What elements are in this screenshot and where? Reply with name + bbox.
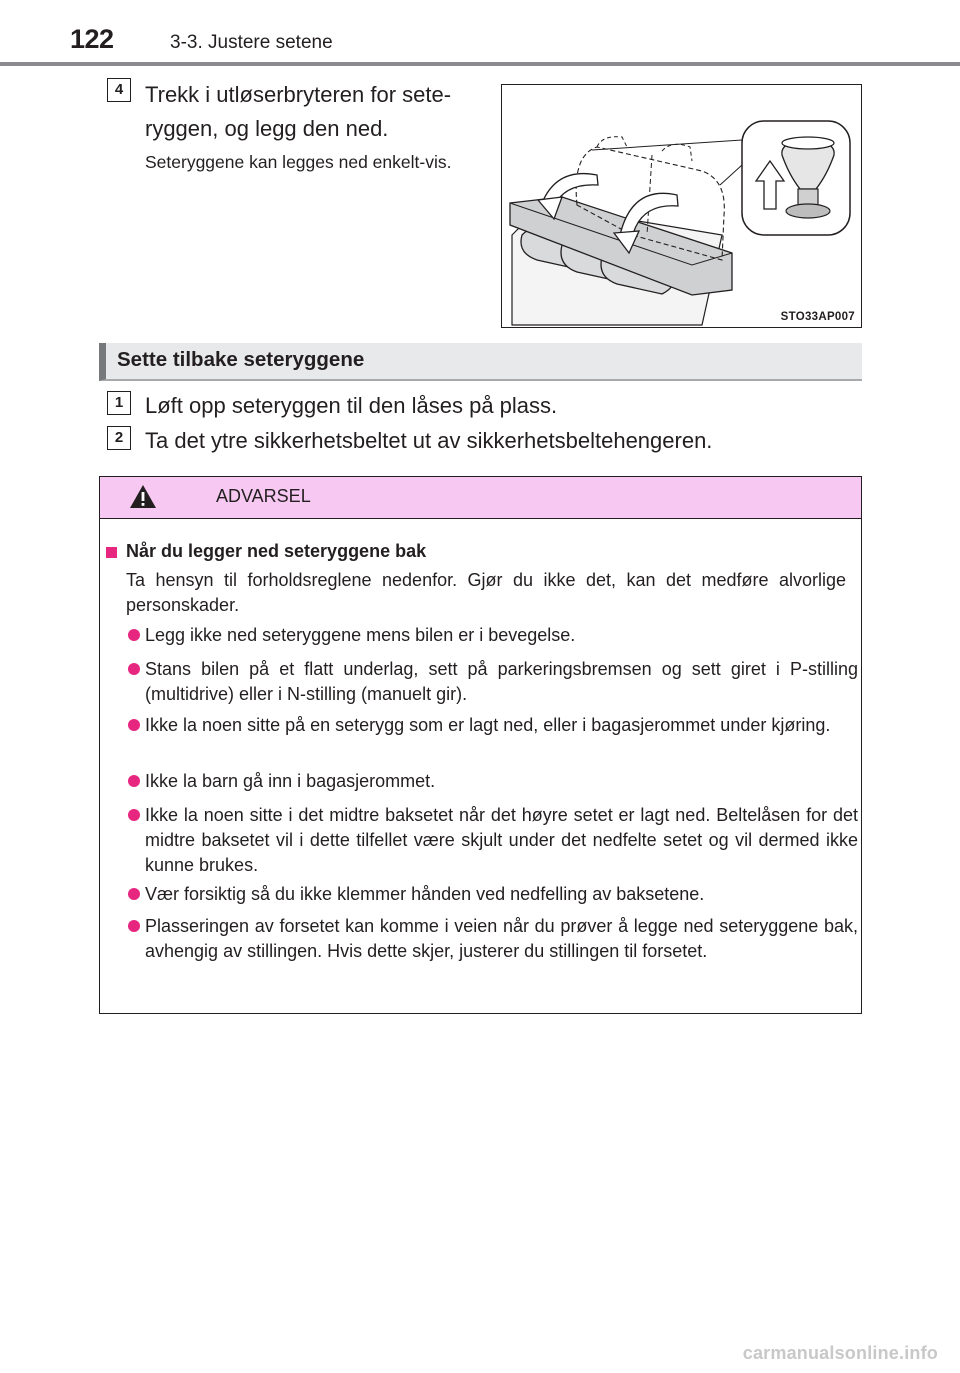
footer-url: carmanualsonline.info (742, 1343, 938, 1363)
warning-bullet-text: Vær forsiktig så du ikke klemmer hånden ved nedfelling av baksetene. (145, 884, 705, 904)
step-4-line1: Trekk i utløserbryteren for sete- (145, 82, 452, 107)
step-4-line2: ryggen, og legg den ned. (145, 116, 389, 141)
warning-bullet-text: Ikke la noen sitte på en seterygg som er lagt ned, eller i bagasjerommet under kjøring. (145, 715, 831, 735)
square-bullet-icon (106, 547, 117, 558)
warning-subheading: Når du legger ned seteryggene bak (126, 541, 427, 561)
bullet-dot-icon (128, 629, 140, 641)
warning-bullet (128, 769, 858, 794)
warning-bullet (128, 914, 858, 964)
step-1-marker: 1 (107, 391, 131, 415)
warning-bullet (128, 803, 858, 878)
bullet-dot-icon (128, 719, 140, 731)
bullet-dot-icon (128, 663, 140, 675)
warning-title: ADVARSEL (216, 486, 311, 506)
rear-seat-fold-drawing (502, 85, 860, 326)
step-4-text (145, 78, 490, 146)
bullet-dot-icon (128, 920, 140, 932)
warning-intro: Ta hensyn til forholdsreglene nedenfor. Gjør du ikke det, kan det medføre alvorlige personskader. (126, 570, 846, 615)
bullet-dot-icon (128, 775, 140, 787)
step-2-text: Ta det ytre sikkerhetsbeltet ut av sikkerhetsbeltehengeren. (145, 428, 713, 453)
seat-illustration (501, 84, 862, 328)
warning-header (100, 477, 861, 519)
bullet-dot-icon (128, 888, 140, 900)
warning-bullet (128, 882, 858, 907)
page-number: 122 (70, 24, 114, 54)
warning-bullet-text: Plasseringen av forsetet kan komme i veien når du prøver å legge ned seteryggene bak, avhengig av stillingen. Hvis dette skjer, justerer du stillingen til forsetet. (145, 916, 858, 961)
step-2-marker: 2 (107, 426, 131, 450)
step-4-marker: 4 (107, 78, 131, 102)
warning-bullet-text: Ikke la noen sitte i det midtre baksetet når det høyre setet er lagt ned. Beltelåsen for det midtre baksetet vil i dette tilfellet være skjult under det nedfelte setet og vil dermed ikke kunne brukes. (145, 805, 858, 875)
warning-box (99, 476, 862, 1014)
header-divider (0, 62, 960, 66)
warning-bullet (128, 657, 858, 707)
step-1-text: Løft opp seteryggen til den låses på plass. (145, 393, 558, 418)
figure-code: STO33AP007 (780, 311, 855, 323)
warning-bullet (128, 623, 858, 648)
warning-bullet (128, 713, 858, 738)
section-heading: Sette tilbake seteryggene (99, 343, 862, 381)
bullet-dot-icon (128, 809, 140, 821)
step-4-note: Seteryggene kan legges ned enkelt-vis. (145, 152, 452, 172)
warning-triangle-icon (129, 484, 157, 509)
warning-bullet-text: Legg ikke ned seteryggene mens bilen er i bevegelse. (145, 625, 576, 645)
section-title: 3-3. Justere setene (170, 32, 333, 53)
warning-bullet-text: Ikke la barn gå inn i bagasjerommet. (145, 771, 436, 791)
warning-bullet-text: Stans bilen på et flatt underlag, sett på parkeringsbremsen og sett giret i P-stilling (multidrive) eller i N-stilling (manuelt gir). (145, 659, 858, 704)
